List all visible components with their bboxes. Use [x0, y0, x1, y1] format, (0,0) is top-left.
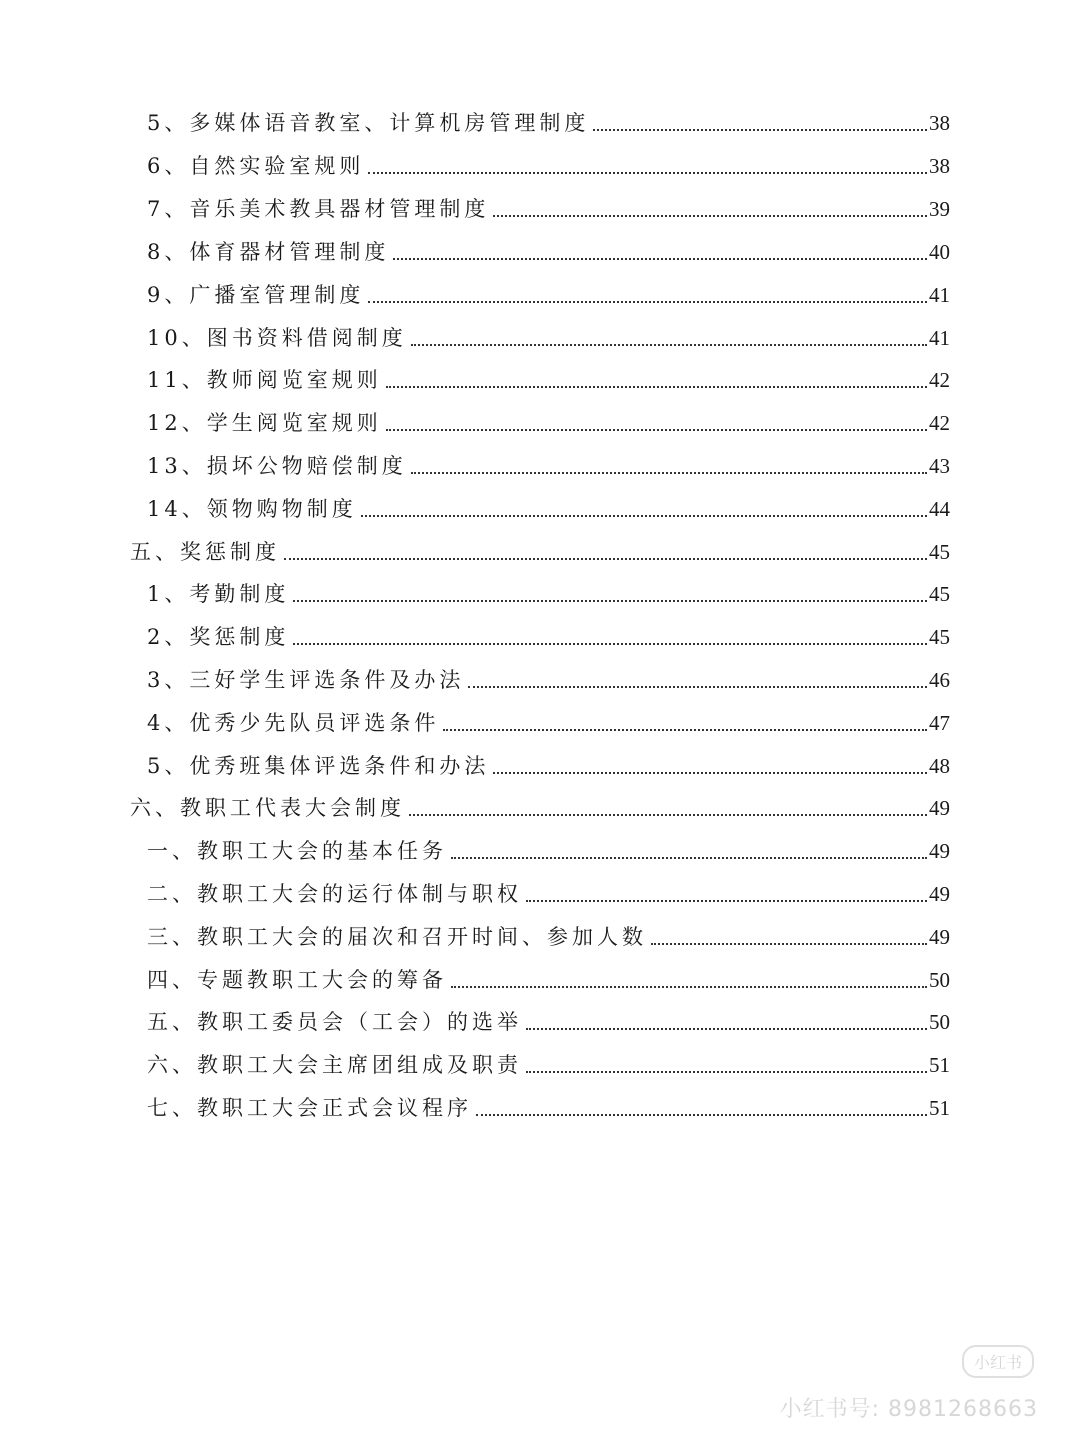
toc-dot-leader [293, 643, 927, 645]
toc-entry[interactable] [147, 696, 950, 736]
toc-entry-title: 14、领物购物制度 [147, 497, 357, 521]
toc-page-number: 45 [929, 625, 950, 649]
toc-entry-title: 10、图书资料借阅制度 [147, 326, 407, 350]
toc-entry[interactable] [147, 482, 950, 522]
toc-entry-title: 11、教师阅览室规则 [147, 368, 382, 392]
toc-entry[interactable] [147, 439, 950, 479]
toc-entry-title: 二、教职工大会的运行体制与职权 [147, 882, 522, 906]
toc-page-number: 49 [929, 882, 950, 906]
toc-page-number: 49 [929, 925, 950, 949]
toc-dot-leader [411, 472, 927, 474]
toc-entry[interactable] [147, 182, 950, 222]
toc-page-number: 40 [929, 240, 950, 264]
toc-page-number: 48 [929, 754, 950, 778]
toc-dot-leader [393, 258, 927, 260]
toc-entry[interactable] [147, 653, 950, 693]
toc-page-number: 42 [929, 368, 950, 392]
toc-entry-title: 5、多媒体语音教室、计算机房管理制度 [147, 111, 590, 135]
toc-entry-title: 13、损坏公物赔偿制度 [147, 454, 407, 478]
toc-page-number: 50 [929, 1010, 950, 1034]
toc-entry[interactable] [147, 1081, 950, 1121]
toc-entry-title: 4、优秀少先队员评选条件 [147, 711, 440, 735]
toc-entry[interactable] [147, 268, 950, 308]
toc-entry[interactable] [147, 225, 950, 265]
toc-dot-leader [293, 600, 927, 602]
toc-entry[interactable] [147, 995, 950, 1035]
toc-page-number: 41 [929, 283, 950, 307]
watermark-logo: 小红书 [962, 1345, 1034, 1378]
toc-entry-title: 5、优秀班集体评选条件和办法 [147, 754, 490, 778]
toc-entry-title: 六、教职工大会主席团组成及职责 [147, 1053, 522, 1077]
toc-entry-title: 12、学生阅览室规则 [147, 411, 382, 435]
toc-page-number: 49 [929, 796, 950, 820]
toc-dot-leader [409, 814, 927, 816]
toc-entry[interactable] [147, 396, 950, 436]
toc-dot-leader [493, 772, 927, 774]
toc-dot-leader [443, 729, 927, 731]
toc-section-entry[interactable] [130, 781, 950, 821]
toc-entry-title: 3、三好学生评选条件及办法 [147, 668, 465, 692]
toc-dot-leader [284, 558, 927, 560]
toc-entry-title: 8、体育器材管理制度 [147, 240, 390, 264]
toc-section-title: 五、奖惩制度 [130, 540, 280, 564]
toc-dot-leader [361, 515, 927, 517]
toc-dot-leader [386, 386, 927, 388]
toc-entry-title: 7、音乐美术教具器材管理制度 [147, 197, 490, 221]
toc-entry[interactable] [147, 139, 950, 179]
toc-entry[interactable] [147, 311, 950, 351]
toc-entry[interactable] [147, 867, 950, 907]
toc-section-entry[interactable] [130, 525, 950, 565]
toc-dot-leader [386, 429, 927, 431]
toc-page-number: 44 [929, 497, 950, 521]
toc-page-number: 45 [929, 582, 950, 606]
toc-entry[interactable] [147, 96, 950, 136]
toc-page-number: 39 [929, 197, 950, 221]
toc-dot-leader [593, 129, 927, 131]
toc-dot-leader [451, 857, 927, 859]
toc-entry-title: 6、自然实验室规则 [147, 154, 365, 178]
toc-page-number: 46 [929, 668, 950, 692]
toc-entry[interactable] [147, 824, 950, 864]
watermark-id: 小红书号: 8981268663 [779, 1397, 1038, 1422]
toc-page-number: 42 [929, 411, 950, 435]
toc-page-number: 41 [929, 326, 950, 350]
toc-entry-title: 五、教职工委员会（工会）的选举 [147, 1010, 522, 1034]
toc-dot-leader [368, 172, 927, 174]
toc-entry-title: 9、广播室管理制度 [147, 283, 365, 307]
toc-page-number: 49 [929, 839, 950, 863]
toc-entry[interactable] [147, 1038, 950, 1078]
toc-entry[interactable] [147, 353, 950, 393]
toc-entry[interactable] [147, 953, 950, 993]
toc-dot-leader [476, 1114, 927, 1116]
toc-entry-title: 1、考勤制度 [147, 582, 290, 606]
watermark [780, 1345, 1038, 1423]
toc-page-number: 51 [929, 1096, 950, 1120]
toc-entry[interactable] [147, 910, 950, 950]
toc-page-number: 50 [929, 968, 950, 992]
toc-dot-leader [368, 301, 927, 303]
toc-dot-leader [526, 1071, 927, 1073]
toc-entry-title: 2、奖惩制度 [147, 625, 290, 649]
toc-dot-leader [468, 686, 927, 688]
toc-page-number: 47 [929, 711, 950, 735]
toc-page-number: 45 [929, 540, 950, 564]
toc-dot-leader [526, 1028, 927, 1030]
toc-entry-title: 四、专题教职工大会的筹备 [147, 968, 447, 992]
toc-dot-leader [451, 986, 927, 988]
toc-page-number: 38 [929, 111, 950, 135]
toc-dot-leader [411, 344, 927, 346]
toc-section-title: 六、教职工代表大会制度 [130, 796, 405, 820]
toc-dot-leader [493, 215, 927, 217]
toc-entry[interactable] [147, 610, 950, 650]
toc-dot-leader [651, 943, 927, 945]
toc-page-number: 51 [929, 1053, 950, 1077]
toc-entry[interactable] [147, 567, 950, 607]
toc-entry-title: 七、教职工大会正式会议程序 [147, 1096, 472, 1120]
toc-entry[interactable] [147, 739, 950, 779]
toc-page-number: 38 [929, 154, 950, 178]
toc-entry-title: 三、教职工大会的届次和召开时间、参加人数 [147, 925, 647, 949]
toc-entry-title: 一、教职工大会的基本任务 [147, 839, 447, 863]
toc-page-number: 43 [929, 454, 950, 478]
toc-dot-leader [526, 900, 927, 902]
